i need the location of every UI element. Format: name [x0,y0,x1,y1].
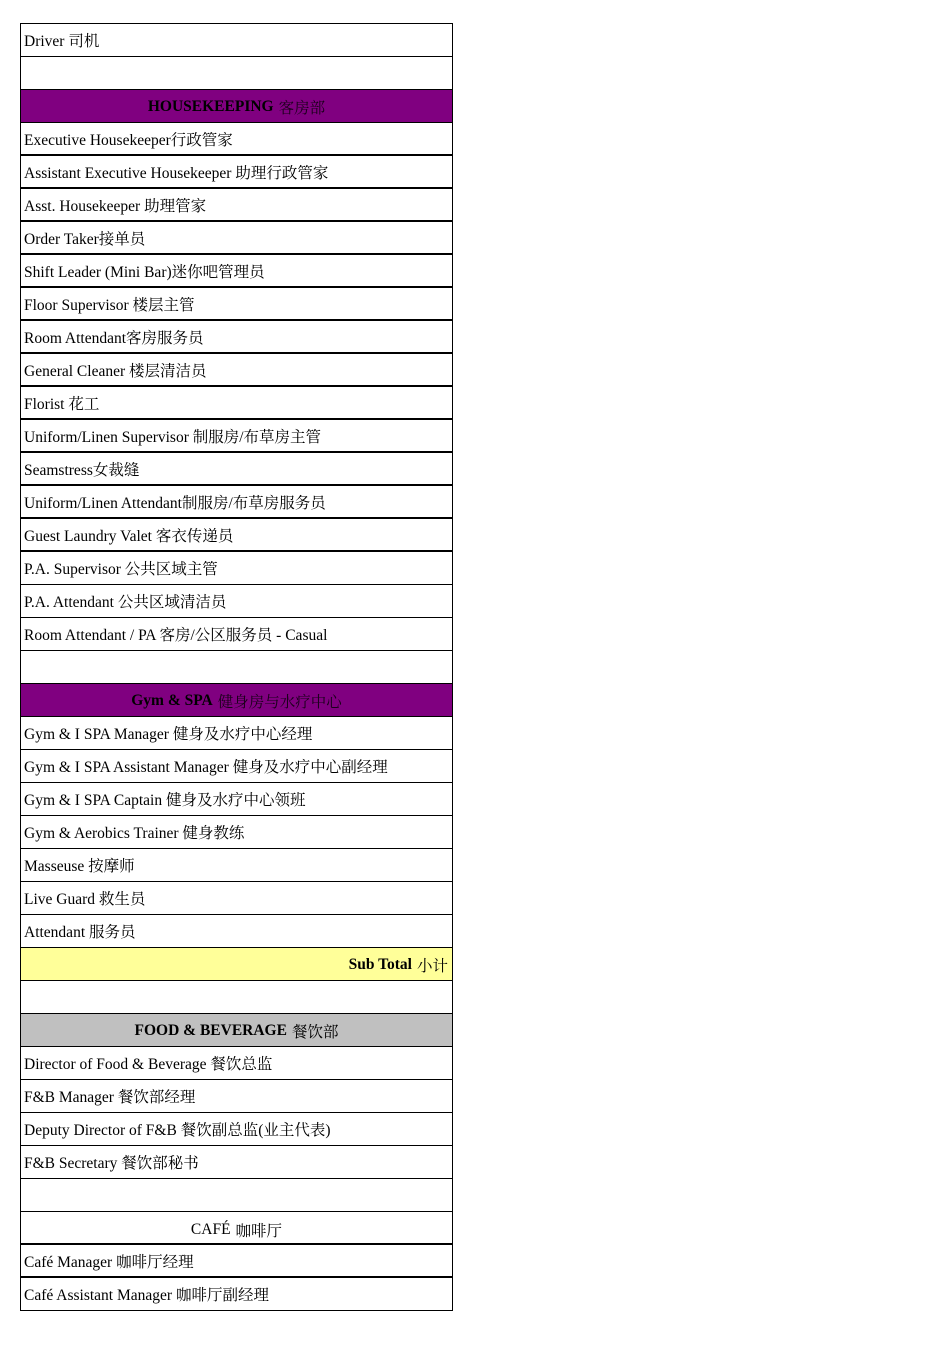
position-label: Asst. Housekeeper 助理管家 [24,197,207,215]
position-row [21,156,452,189]
position-row [21,288,452,321]
position-row [21,1245,452,1278]
position-row [21,915,452,948]
position-row [21,1146,452,1179]
position-label: Order Taker接单员 [24,230,146,248]
position-row [21,123,452,156]
position-row [21,618,452,651]
position-label: Live Guard 救生员 [24,891,146,908]
position-label: Driver 司机 [24,33,100,50]
position-label: Gym & I SPA Assistant Manager 健身及水疗中心副经理 [24,759,388,776]
position-label: Shift Leader (Mini Bar)迷你吧管理员 [24,263,265,281]
position-row [21,849,452,882]
section-header [21,1212,452,1245]
blank-row [21,981,452,1014]
position-row [21,24,452,57]
position-label: P.A. Supervisor 公共区域主管 [24,561,218,578]
position-row [21,255,452,288]
position-label: Attendant 服务员 [24,924,136,941]
position-row [21,1047,452,1080]
position-row [21,387,452,420]
section-title-en: HOUSEKEEPING [147,98,274,115]
position-row [21,816,452,849]
position-label: Guest Laundry Valet 客衣传递员 [24,527,234,545]
position-row [21,1080,452,1113]
position-label: General Cleaner 楼层清洁员 [24,362,207,380]
section-title-en: FOOD & BEVERAGE [134,1022,287,1039]
subtotal-label-en: Sub Total [348,956,412,973]
position-label: Gym & Aerobics Trainer 健身教练 [24,825,245,842]
section-header [21,90,452,123]
subtotal-label-zh: 小计 [416,958,448,975]
position-row [21,882,452,915]
position-label: Director of Food & Beverage 餐饮总监 [24,1056,273,1073]
blank-row [21,1179,452,1212]
position-label: Gym & I SPA Manager 健身及水疗中心经理 [24,726,313,743]
section-header [21,1014,452,1047]
position-label: Uniform/Linen Supervisor 制服房/布草房主管 [24,428,322,446]
section-title-zh: 客房部 [278,100,326,117]
position-label: Assistant Executive Housekeeper 助理行政管家 [24,164,329,182]
position-label: P.A. Attendant 公共区域清洁员 [24,594,227,611]
position-label: Masseuse 按摩师 [24,858,135,875]
position-label: F&B Secretary 餐饮部秘书 [24,1155,199,1172]
section-title-zh: 咖啡厅 [235,1222,283,1240]
subtotal-row [21,948,452,981]
position-row [21,717,452,750]
position-label: Executive Housekeeper行政管家 [24,131,233,149]
position-row [21,585,452,618]
position-label: Gym & I SPA Captain 健身及水疗中心领班 [24,792,306,809]
section-header [21,684,452,717]
position-label: Deputy Director of F&B 餐饮副总监(业主代表) [24,1122,331,1139]
position-label: Café Assistant Manager 咖啡厅副经理 [24,1287,269,1304]
position-row [21,189,452,222]
section-title-en: CAFÉ [190,1220,231,1238]
position-row [21,1113,452,1146]
position-row [21,420,452,453]
section-title-zh: 餐饮部 [291,1024,339,1041]
position-row [21,354,452,387]
section-title-zh: 健身房与水疗中心 [217,694,342,711]
position-label: F&B Manager 餐饮部经理 [24,1089,196,1106]
position-label: Floor Supervisor 楼层主管 [24,296,195,314]
section-title-en: Gym & SPA [131,692,213,709]
blank-row [21,57,452,90]
position-label: Uniform/Linen Attendant制服房/布草房服务员 [24,494,326,512]
staffing-sheet [20,23,453,1311]
position-row [21,750,452,783]
position-row [21,321,452,354]
position-row [21,222,452,255]
position-row [21,519,452,552]
position-row [21,486,452,519]
blank-row [21,651,452,684]
position-label: Seamstress女裁缝 [24,461,140,479]
position-label: Florist 花工 [24,395,100,413]
position-row [21,783,452,816]
position-label: Room Attendant / PA 客房/公区服务员 - Casual [24,627,328,644]
position-label: Café Manager 咖啡厅经理 [24,1253,194,1271]
position-label: Room Attendant客房服务员 [24,329,204,347]
position-row [21,552,452,585]
position-row [21,1278,452,1311]
position-row [21,453,452,486]
